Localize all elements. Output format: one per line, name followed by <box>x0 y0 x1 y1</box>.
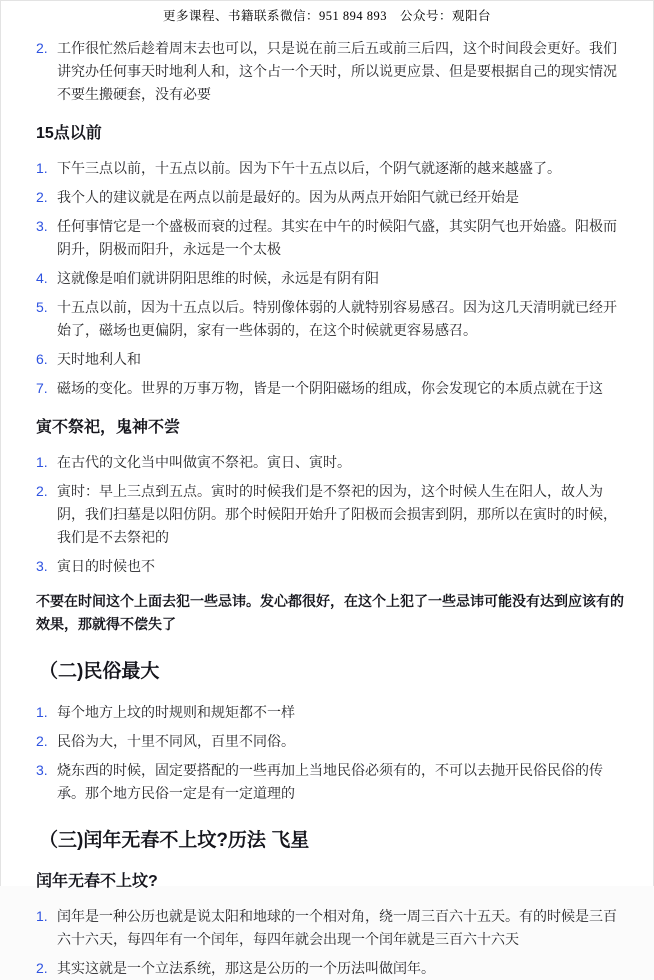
list-item <box>36 37 627 106</box>
list-item <box>36 905 627 951</box>
list-number: 6. <box>36 351 48 367</box>
list-number: 2. <box>36 960 48 976</box>
list-item <box>36 186 627 209</box>
contact-header-text: 更多课程、书籍联系微信：951 894 893 公众号：观阳台 <box>162 9 491 23</box>
list-number: 1. <box>36 908 48 924</box>
list-text: 在古代的文化当中叫做寅不祭祀。寅日、寅时。 <box>57 454 351 470</box>
list-text: 磁场的变化。世界的万事万物，皆是一个阴阳磁场的组成，你会发现它的本质点就在于这 <box>57 380 603 396</box>
list-text: 闰年是一种公历也就是说太阳和地球的一个相对角，绕一周三百六十五天。有的时候是三百六十六天，每四年有一个闰年，每四年就会出现一个闰年就是三百六十六天 <box>57 908 617 947</box>
list-item <box>36 451 627 474</box>
list-item <box>36 730 627 753</box>
list-number: 1. <box>36 160 48 176</box>
list-text: 十五点以前，因为十五点以后。特别像体弱的人就特别容易感召。因为这几天清明就已经开始了，磁场也更偏阴，家有一些体弱的，在这个时候就更容易感召。 <box>57 299 617 338</box>
list-text: 这就像是咱们就讲阴阳思维的时候，永远是有阴有阳 <box>57 270 379 286</box>
list-item <box>36 759 627 805</box>
list-item <box>36 480 627 549</box>
list-item <box>36 215 627 261</box>
list-text: 其实这就是一个立法系统，那这是公历的一个历法叫做闰年。 <box>57 960 435 976</box>
list-text: 每个地方上坟的时规则和规矩都不一样 <box>57 704 295 720</box>
list-item <box>36 348 627 371</box>
list-text: 下午三点以前，十五点以前。因为下午十五点以后，个阴气就逐渐的越来越盛了。 <box>57 160 561 176</box>
list-number: 2. <box>36 733 48 749</box>
list-item <box>36 957 627 980</box>
document-body <box>1 24 653 980</box>
sub-heading: 闰年无春不上坟? <box>36 873 158 890</box>
list-number: 2. <box>36 40 48 56</box>
list-text: 民俗为大，十里不同风，百里不同俗。 <box>57 733 295 749</box>
list-number: 2. <box>36 189 48 205</box>
list-number: 1. <box>36 454 48 470</box>
list-number: 3. <box>36 558 48 574</box>
list-item <box>36 157 627 180</box>
list-item <box>36 555 627 578</box>
list-text: 工作很忙然后趁着周末去也可以，只是说在前三后五或前三后四，这个时间段会更好。我们讲究办任何事天时地利人和，这个占一个天时，所以说更应景、但是要根据自己的现实情况不要生搬硬套，没有必要 <box>57 40 617 102</box>
section-heading: （三)闰年无春不上坟?历法 飞星 <box>39 830 310 851</box>
contact-header <box>1 1 653 24</box>
list-number: 5. <box>36 299 48 315</box>
list-text: 烧东西的时候，固定要搭配的一些再加上当地民俗必须有的，不可以去抛开民俗民俗的传承。那个地方民俗一定是有一定道理的 <box>57 762 603 801</box>
list-text: 我个人的建议就是在两点以前是最好的。因为从两点开始阳气就已经开始是 <box>57 189 519 205</box>
bold-paragraph: 不要在时间这个上面去犯一些忌讳。发心都很好，在这个上犯了一些忌讳可能没有达到应该有的效果，那就得不偿失了 <box>36 593 624 632</box>
list-text: 任何事情它是一个盛极而衰的过程。其实在中午的时候阳气盛，其实阴气也开始盛。阳极而阴升，阴极而阳升，永远是一个太极 <box>57 218 617 257</box>
sub-heading: 15点以前 <box>36 125 102 142</box>
list-number: 2. <box>36 483 48 499</box>
list-text: 天时地利人和 <box>57 351 141 367</box>
list-item <box>36 701 627 724</box>
list-number: 3. <box>36 762 48 778</box>
list-item <box>36 267 627 290</box>
list-number: 3. <box>36 218 48 234</box>
list-item <box>36 296 627 342</box>
list-number: 4. <box>36 270 48 286</box>
list-number: 1. <box>36 704 48 720</box>
list-number: 7. <box>36 380 48 396</box>
section-heading: （二)民俗最大 <box>39 661 160 682</box>
list-text: 寅日的时候也不 <box>57 558 155 574</box>
list-item <box>36 377 627 400</box>
sub-heading: 寅不祭祀，鬼神不尝 <box>36 419 181 436</box>
list-text: 寅时：早上三点到五点。寅时的时候我们是不祭祀的因为，这个时候人生在阳人，故人为阴，我们扫墓是以阳仿阴。那个时候阳开始升了阳极而会损害到阴，那所以在寅时的时候，我们是不去祭祀的 <box>57 483 617 545</box>
